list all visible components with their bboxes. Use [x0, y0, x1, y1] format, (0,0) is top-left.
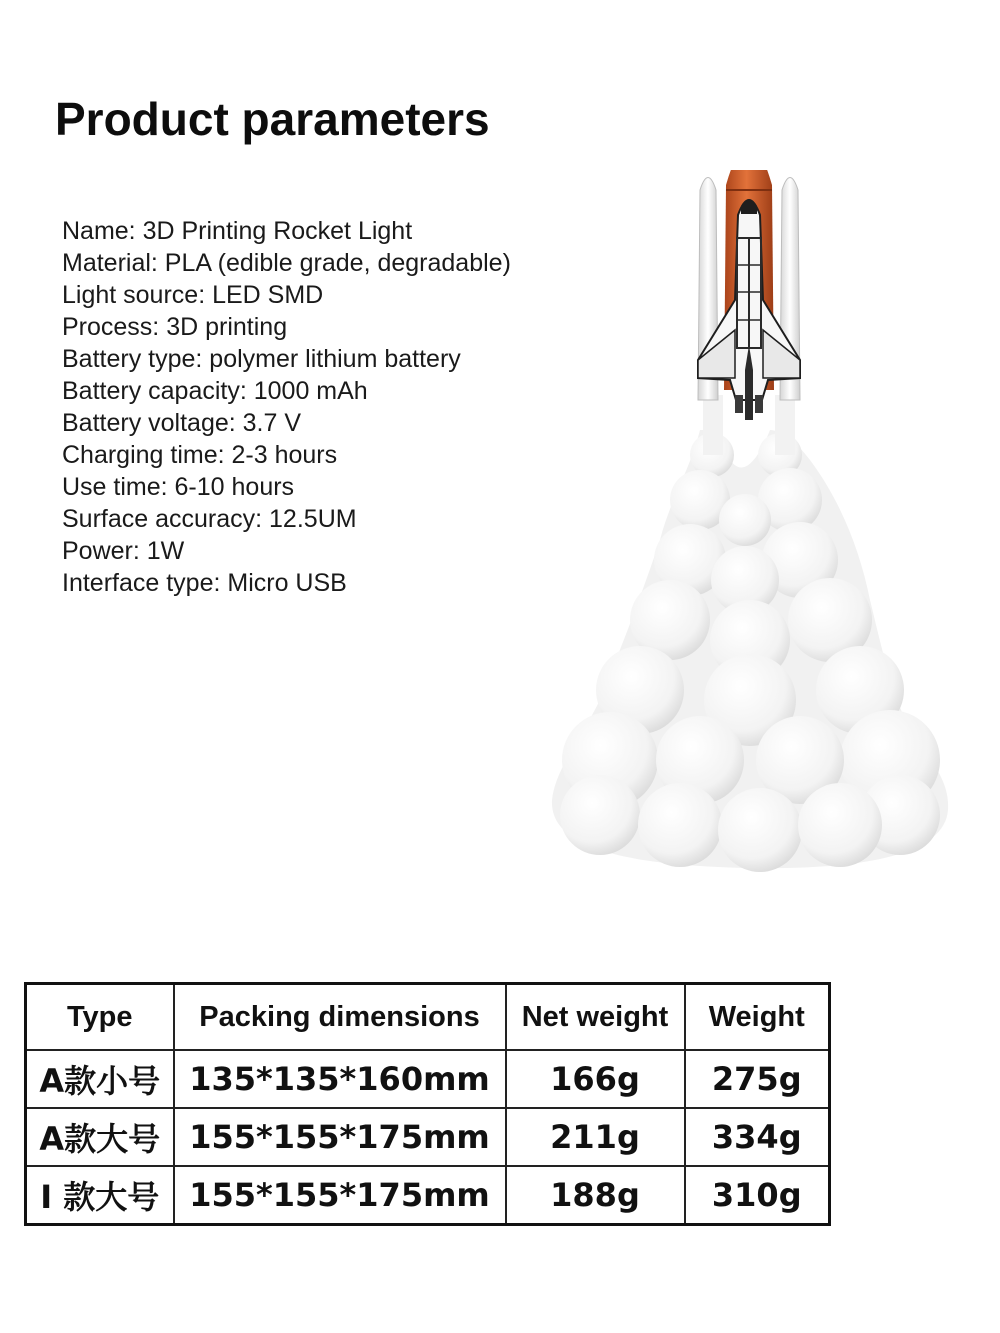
cell-packing-dimensions: 155*155*175mm: [174, 1166, 506, 1225]
cell-net-weight: 188g: [506, 1166, 685, 1225]
param-battery-capacity: Battery capacity: 1000 mAh: [62, 377, 368, 405]
param-interface-type: Interface type: Micro USB: [62, 569, 347, 597]
cell-net-weight: 166g: [506, 1050, 685, 1108]
header-packing-dimensions: Packing dimensions: [174, 984, 506, 1051]
cell-type: A款大号: [26, 1108, 174, 1166]
cell-net-weight: 211g: [506, 1108, 685, 1166]
cell-packing-dimensions: 155*155*175mm: [174, 1108, 506, 1166]
param-use-time: Use time: 6-10 hours: [62, 473, 295, 501]
cell-weight: 310g: [685, 1166, 830, 1225]
param-charging-time: Charging time: 2-3 hours: [62, 441, 338, 469]
cell-type: I 款大号: [26, 1166, 174, 1225]
param-light-source: Light source: LED SMD: [62, 281, 324, 309]
cell-type: A款小号: [26, 1050, 174, 1108]
rocket-lamp-image: [545, 170, 955, 890]
header-type: Type: [26, 984, 174, 1051]
table-header-row: [26, 984, 830, 1051]
param-material: Material: PLA (edible grade, degradable): [62, 249, 511, 277]
param-name: Name: 3D Printing Rocket Light: [62, 217, 413, 245]
table-row: [26, 1050, 830, 1108]
page-title: Product parameters: [55, 93, 490, 145]
param-battery-type: Battery type: polymer lithium battery: [62, 345, 461, 373]
header-net-weight: Net weight: [506, 984, 685, 1051]
cell-weight: 334g: [685, 1108, 830, 1166]
param-process: Process: 3D printing: [62, 313, 288, 341]
cell-weight: 275g: [685, 1050, 830, 1108]
param-power: Power: 1W: [62, 537, 185, 565]
param-surface-accuracy: Surface accuracy: 12.5UM: [62, 505, 357, 533]
cell-packing-dimensions: 135*135*160mm: [174, 1050, 506, 1108]
table-row: [26, 1108, 830, 1166]
packing-spec-table: [24, 982, 831, 1226]
header-weight: Weight: [685, 984, 830, 1051]
table-row: [26, 1166, 830, 1225]
param-battery-voltage: Battery voltage: 3.7 V: [62, 409, 302, 437]
parameter-list: [62, 215, 511, 599]
